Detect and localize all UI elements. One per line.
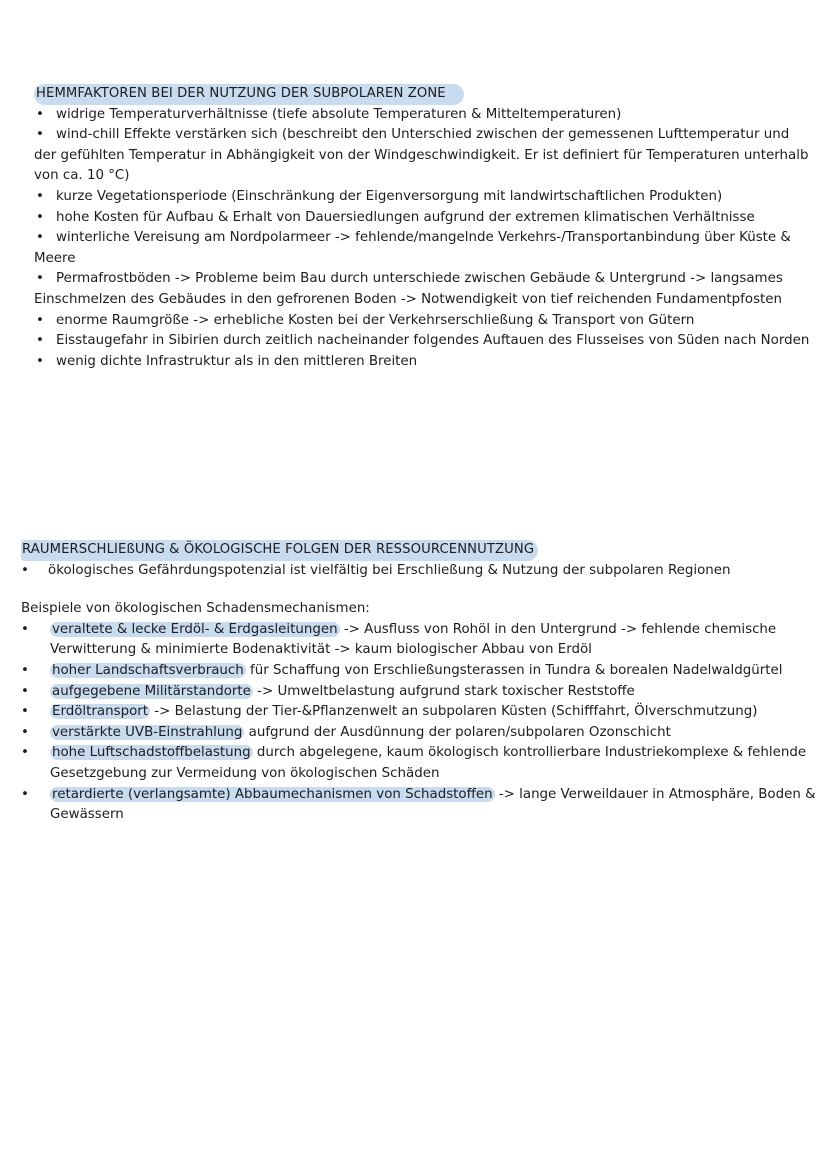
examples-list bbox=[21, 620, 821, 826]
bullet: • bbox=[36, 312, 44, 328]
intro-text: ökologisches Gefährdungspotenzial ist vielfältig bei Erschließung & Nutzung der subpolaren Regionen bbox=[48, 562, 731, 578]
intro-item bbox=[21, 561, 821, 582]
example-text: -> Umweltbelastung aufgrund stark toxischer Reststoffe bbox=[252, 683, 635, 699]
list-item-text: Permafrostböden -> Probleme beim Bau durch unterschiede zwischen Gebäude & Untergrund -> langsames Einschmelzen des Gebäudes in den gefrorenen Boden -> Notwendigkeit von tief reichenden Fundamentpfosten bbox=[34, 271, 783, 307]
section-hemmfaktoren bbox=[34, 84, 814, 372]
example-item bbox=[21, 743, 821, 784]
bullet: • bbox=[21, 683, 29, 699]
highlighted-term: hoher Landschaftsverbrauch bbox=[52, 662, 244, 678]
example-item bbox=[21, 661, 821, 682]
bullet: • bbox=[21, 786, 29, 802]
example-item bbox=[21, 620, 821, 661]
highlighted-term: aufgegebene Militärstandorte bbox=[52, 683, 251, 699]
bullet: • bbox=[21, 562, 29, 578]
list-item-text: enorme Raumgröße -> erhebliche Kosten bei der Verkehrserschließung & Transport von Gütern bbox=[56, 312, 695, 328]
bullet: • bbox=[21, 621, 29, 637]
highlighted-term: retardierte (verlangsamte) Abbaumechanismen von Schadstoffen bbox=[52, 786, 493, 802]
bullet: • bbox=[36, 353, 44, 369]
bullet: • bbox=[36, 230, 44, 246]
bullet: • bbox=[21, 704, 29, 720]
list-item-text: kurze Vegetationsperiode (Einschränkung der Eigenversorgung mit landwirtschaftlichen Produkten) bbox=[56, 188, 723, 204]
highlighted-term: veraltete & lecke Erdöl- & Erdgasleitungen bbox=[52, 621, 338, 637]
example-item bbox=[21, 785, 821, 826]
list-item-text: Eisstaugefahr in Sibirien durch zeitlich nacheinander folgendes Auftauen des Flusseises von Süden nach Norden bbox=[56, 333, 810, 349]
example-item bbox=[21, 702, 821, 723]
bullet: • bbox=[36, 188, 44, 204]
example-text: durch abgelegene, kaum ökologisch kontrollierbare Industriekomplexe & fehlende Gesetzgebung zur Vermeidung von ökologischen Schäden bbox=[50, 745, 807, 781]
example-text: -> Ausfluss von Rohöl in den Untergrund -> fehlende chemische Verwitterung & minimierte Bodenaktivität -> kaum biologischer Abbau von Erdöl bbox=[50, 621, 777, 658]
bullet: • bbox=[36, 127, 44, 143]
bullet: • bbox=[36, 333, 44, 349]
highlighted-term: verstärkte UVB-Einstrahlung bbox=[52, 724, 243, 740]
list-item bbox=[34, 269, 814, 310]
highlighted-term: hohe Luftschadstoffbelastung bbox=[52, 745, 251, 761]
list-item bbox=[34, 311, 814, 332]
list-item-text: winterliche Vereisung am Nordpolarmeer -> fehlende/mangelnde Verkehrs-/Transportanbindung über Küste & Meere bbox=[34, 230, 791, 266]
example-text: -> lange Verweildauer in Atmosphäre, Boden & Gewässern bbox=[50, 786, 816, 823]
list-item bbox=[34, 228, 814, 269]
bullet: • bbox=[36, 106, 44, 122]
example-text: -> Belastung der Tier-&Pflanzenwelt an subpolaren Küsten (Schifffahrt, Ölverschmutzung) bbox=[150, 704, 758, 720]
bullet: • bbox=[21, 662, 29, 678]
example-text: für Schaffung von Erschließungsterassen in Tundra & borealen Nadelwaldgürtel bbox=[245, 662, 783, 678]
list-item bbox=[34, 331, 814, 352]
list-item-text: wenig dichte Infrastruktur als in den mittleren Breiten bbox=[56, 353, 418, 369]
list-item-text: widrige Temperaturverhältnisse (tiefe absolute Temperaturen & Mitteltemperaturen) bbox=[56, 106, 622, 122]
list-item bbox=[34, 352, 814, 373]
list-item bbox=[34, 187, 814, 208]
example-item bbox=[21, 723, 821, 744]
bullet: • bbox=[36, 209, 44, 225]
bullet: • bbox=[21, 724, 29, 740]
example-item bbox=[21, 682, 821, 703]
section-heading: HEMMFAKTOREN BEI DER NUTZUNG DER SUBPOLAREN ZONE bbox=[34, 84, 464, 105]
list-item bbox=[34, 125, 814, 187]
bullet: • bbox=[21, 745, 29, 761]
list-item-text: wind-chill Effekte verstärken sich (beschreibt den Unterschied zwischen der gemessenen Lufttemperatur und der gefühlten Temperatur in Abhängigkeit von der Windgeschwindigkeit. Er ist definiert für Temperaturen unterhalb von ca. 10 °C) bbox=[34, 127, 809, 184]
examples-label: Beispiele von ökologischen Schadensmechanismen: bbox=[21, 601, 370, 617]
hemmfaktoren-list bbox=[34, 105, 814, 373]
section-heading: RAUMERSCHLIEßUNG & ÖKOLOGISCHE FOLGEN DER RESSOURCENNUTZUNG bbox=[21, 540, 538, 561]
list-item bbox=[34, 208, 814, 229]
list-item-text: hohe Kosten für Aufbau & Erhalt von Dauersiedlungen aufgrund der extremen klimatischen Verhältnisse bbox=[56, 209, 755, 225]
list-item bbox=[34, 105, 814, 126]
highlighted-term: Erdöltransport bbox=[52, 704, 149, 720]
example-text: aufgrund der Ausdünnung der polaren/subpolaren Ozonschicht bbox=[244, 724, 671, 740]
section-raumerschliessung bbox=[21, 540, 821, 826]
bullet: • bbox=[36, 271, 44, 287]
